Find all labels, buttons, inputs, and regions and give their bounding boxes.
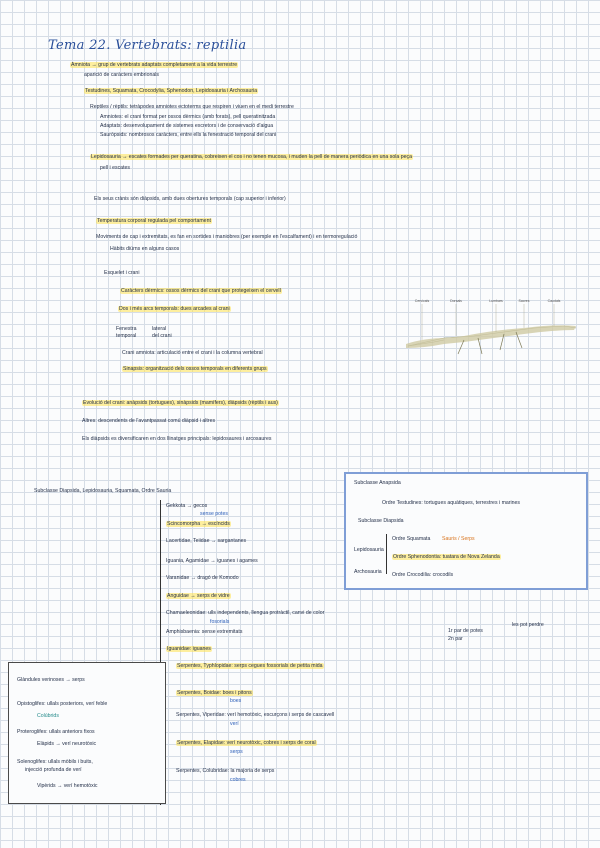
evolution-line-2: Altres: descendents de l'avantpassat comú diàpsid i altres [82, 418, 216, 424]
taxonomy-head: Subclasse Diapsida, Lepidosauria, Squamata, Ordre Sauria [34, 488, 172, 494]
box2-head: Glàndules verinoses → serps [17, 677, 85, 683]
box1-lepi-label: Lepidosauria [354, 547, 384, 553]
tax-item-1: Scincomorpha → escíncids [167, 521, 230, 527]
serp-3: Serpentes, Elapidae: verí neurotòxic, cobres i serps de coral [177, 740, 316, 746]
serp-4: Serpentes, Colubridae: la majoria de serps [176, 768, 275, 774]
reptiles-def: Reptiles / rèptils: tetràpodes amniotes ectoterms que respiren i viuen en el medi terrestre [90, 104, 294, 110]
serp-sub-0: boes [230, 698, 242, 704]
box2-l3s: Vipèrids → verí hemotòxic [37, 783, 98, 789]
tax-side-a: 1r par de potes [448, 628, 483, 634]
tax-item-6: Chamaeleonidae: ulls independents, llengua protràctil, canvi de color [166, 610, 325, 616]
serp-1: Serpentes, Boidae: boes i pitons [177, 690, 252, 696]
fenestra-label-b: temporal [116, 333, 137, 339]
crocodile-skeleton-image [404, 296, 580, 362]
box1-head: Subclasse Anapsida [354, 480, 401, 486]
tax-item-8: Iguanidae: iguanes [167, 646, 211, 652]
serp-sub-2: serps [230, 749, 243, 755]
lepido-line-4: Moviments de cap i extremitats, es fan en sortides i maniobres (per exemple en l'escalfament) i en termoregulació [96, 234, 358, 240]
skeleton-line-2: Dos i més arcs temporals: dues arcades al crani [119, 306, 230, 312]
tax-item-4: Varanidae → dragó de Komodo [166, 575, 239, 581]
box2-l3: Solenoglifes: ullals mòbils i buits, [17, 759, 93, 765]
skeleton-line-1: Caràcters dèrmics: ossos dèrmics del crani que protegeixen el cervell [121, 288, 281, 294]
box2-l1: Opistoglifes: ullals posteriors, verí feble [17, 701, 108, 707]
tax-item-2: Lacertidae, Teiidae → sargantanes [166, 538, 247, 544]
box2-l2: Proteroglifes: ullals anteriors fixos [17, 729, 95, 735]
box2-l2s: Elàpids → verí neurotòxic [37, 741, 97, 747]
box1-ord-sph: Ordre Sphenodontia: tuatara de Nova Zelanda [393, 554, 500, 560]
tax-item-7: Amphisbaenia: sense extremitats [166, 629, 243, 635]
groups-line: Testudines, Squamata, Crocodylia, Sphenodon, Lepidosauria i Archosauria [85, 88, 258, 94]
croc-label-2: Lumbars [489, 299, 503, 303]
tax-side-b: 2n par [448, 636, 463, 642]
box1-arch-label: Archosauria [354, 569, 382, 575]
lepido-line-1: Lepidosauria → escates formades per queratina, cobreixen el cos i no tenen mucosa, i muden la pell de manera periòdica en una sola peça [91, 154, 412, 160]
tax-sub-b: fosorials [210, 619, 230, 625]
evolution-line-1: Evolució del crani: anàpsids (tortugues), sinàpsids (mamífers), diàpsids (rèptils i aus) [83, 400, 278, 406]
bullet-3: Sauròpsids: nombrosos caràcters, entre ells la fenestració temporal del crani [100, 132, 277, 138]
bullet-2: Adaptats: desenvolupament de sistemes excretors i de conservació d'aigua [100, 123, 274, 129]
box2-l1s: Colúbrids [37, 713, 59, 719]
box1-ord-sq-sub: Sauris / Serps [442, 536, 475, 542]
croc-label-1: Dorsals [450, 299, 462, 303]
fenestra-label-a: Fenestra [116, 326, 137, 332]
box2-l3b: injecció profunda de verí [25, 767, 82, 773]
tax-side-c: les pot perdre [512, 622, 544, 628]
bullet-1: Amniotes: el crani format per ossos dèrmics (amb forats), pell queratinitzada [100, 114, 276, 120]
lepido-line-3: Temperatura corporal regulada pel comportament [97, 218, 211, 224]
page-title: Tema 22. Vertebrats: reptilia [48, 38, 247, 53]
skeleton-line-3: Crani amniota: articulació entre el crani i la columna vertebral [122, 350, 263, 356]
serp-sub-1: verí [230, 721, 239, 727]
croc-label-3: Sacres [518, 299, 530, 303]
skeleton-line-4: Sinapsis: organització dels ossos temporals en diferents grups [123, 366, 267, 372]
serp-2: Serpentes, Viperidae: verí hemotòxic, escurçons i serps de cascavell [176, 712, 335, 718]
lepido-line-1-sub: pell i escates [100, 165, 130, 171]
serp-sub-3: cobres [230, 777, 246, 783]
croc-label-0: Cervicals [414, 299, 430, 303]
lepido-line-2: Els seus crànis són diàpsids, amb dues obertures temporals (cap superior i inferior) [94, 196, 286, 202]
fenestra-label-d: del crani [152, 333, 172, 339]
fenestra-label-c: lateral [152, 326, 167, 332]
amniota-line: Amniota → grup de vertebrats adaptats completament a la vida terrestre [71, 62, 238, 68]
skeleton-head: Esquelet i crani [104, 270, 140, 276]
amniota-sub: aparició de caràcters embrionals [84, 72, 159, 78]
tax-item-5: Anguidae → serps de vidre [167, 593, 230, 599]
venom-box [8, 662, 166, 804]
box1-bracket [386, 534, 387, 574]
classification-box [344, 472, 588, 590]
box1-ord-cro: Ordre Crocodilia: crocodils [392, 572, 454, 578]
evolution-line-3: Els diàpsids es diversificaren en dos llinatges principals: lepidosaures i arcosaures [82, 436, 272, 442]
box1-ordre1: Ordre Testudines: tortugues aquàtiques, terrestres i marines [382, 500, 521, 506]
tax-item-3: Iguania, Agamidae → iguanes i agames [166, 558, 258, 564]
tax-item-0: Gekkota → gecos [166, 503, 208, 509]
tax-sub-a: sense potes [200, 511, 228, 517]
serp-0: Serpentes, Typhlopidae: serps cegues fossorials de petita mida [177, 663, 323, 669]
lepido-line-4-sub: Hàbits diürns en alguns casos [110, 246, 180, 252]
croc-label-4: Caudals [547, 299, 561, 303]
box1-subclass2: Subclasse Diapsida [358, 518, 404, 524]
box1-ord-sq: Ordre Squamata [392, 536, 431, 542]
